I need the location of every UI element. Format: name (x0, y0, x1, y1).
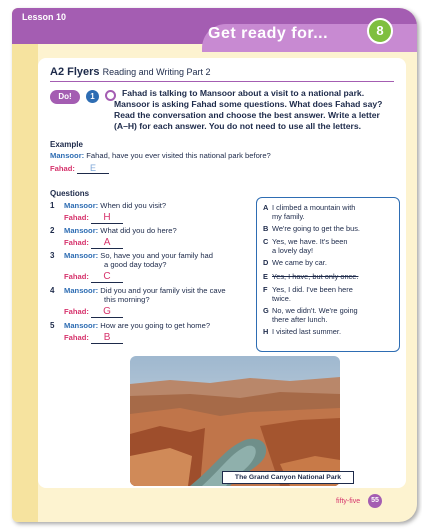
option-h: H I visited last summer. (263, 327, 341, 336)
answer-2: A (91, 238, 123, 249)
option-d: D We came by car. (263, 258, 327, 267)
answer-row-2: Fahad: A (64, 238, 123, 249)
option-g: G No, we didn't. We're going there after lunch. (263, 306, 358, 324)
example-heading: Example (50, 140, 83, 149)
answer-3: C (91, 272, 123, 283)
question-number: 1 (50, 201, 55, 210)
answer-row-5: Fahad: B (64, 333, 123, 344)
task-instruction: Fahad is talking to Mansoor about a visit to a national park. Mansoor is asking Fahad some questions. What does Fahad say? Read the conversation and choose the best answer. Write a letter (A–H) for each answer. You do not need to use all the letters. (114, 88, 383, 131)
page-number: 55 (368, 494, 382, 508)
example-answer-row: Fahad: E (50, 163, 109, 174)
answer-row-3: Fahad: C (64, 272, 123, 283)
exam-name: A2 Flyers (50, 66, 100, 78)
question-3-cont: a good day today? (104, 260, 167, 269)
question-4-cont: this morning? (104, 295, 150, 304)
exam-part: Reading and Writing Part 2 (102, 67, 211, 77)
option-e: E Yes, I have, but only once. (263, 272, 359, 281)
question-number: 3 (50, 251, 55, 260)
question-number: 4 (50, 286, 55, 295)
example-question: Mansoor: Fahad, have you ever visited this national park before? (50, 151, 271, 160)
grand-canyon-photo (130, 356, 340, 486)
option-b: B We're going to get the bus. (263, 224, 360, 233)
question-3: Mansoor: So, have you and your family had (64, 251, 214, 260)
question-4: Mansoor: Did you and your family visit the cave (64, 286, 226, 295)
answer-4: G (91, 307, 123, 318)
do-badge: Do! (50, 90, 80, 104)
section-title (50, 66, 211, 78)
page-word: fifty-five (336, 498, 361, 505)
option-a: A I climbed a mountain with my family. (263, 203, 356, 221)
lesson-label: Lesson 10 (22, 12, 67, 22)
question-number: 2 (50, 226, 55, 235)
questions-heading: Questions (50, 189, 90, 198)
answer-row-4: Fahad: G (64, 307, 123, 318)
page-heading: Get ready for... (208, 25, 329, 42)
task-number: 1 (86, 90, 99, 103)
question-5: Mansoor: How are you going to get home? (64, 321, 211, 330)
textbook-page (12, 8, 417, 522)
photo-caption: The Grand Canyon National Park (222, 471, 354, 484)
answer-5: B (91, 333, 123, 344)
answer-1: H (91, 213, 123, 224)
unit-badge: 8 (367, 18, 393, 44)
page-spine (12, 8, 38, 522)
option-f: F Yes, I did. I've been here twice. (263, 285, 353, 303)
question-1: Mansoor: When did you visit? (64, 201, 167, 210)
exercise-card (38, 58, 406, 488)
divider (50, 81, 394, 82)
answer-options-box (256, 197, 400, 352)
example-answer: E (77, 163, 109, 174)
answer-row-1: Fahad: H (64, 213, 123, 224)
option-c: C Yes, we have. It's been a lovely day! (263, 237, 348, 255)
question-2: Mansoor: What did you do here? (64, 226, 177, 235)
question-number: 5 (50, 321, 55, 330)
